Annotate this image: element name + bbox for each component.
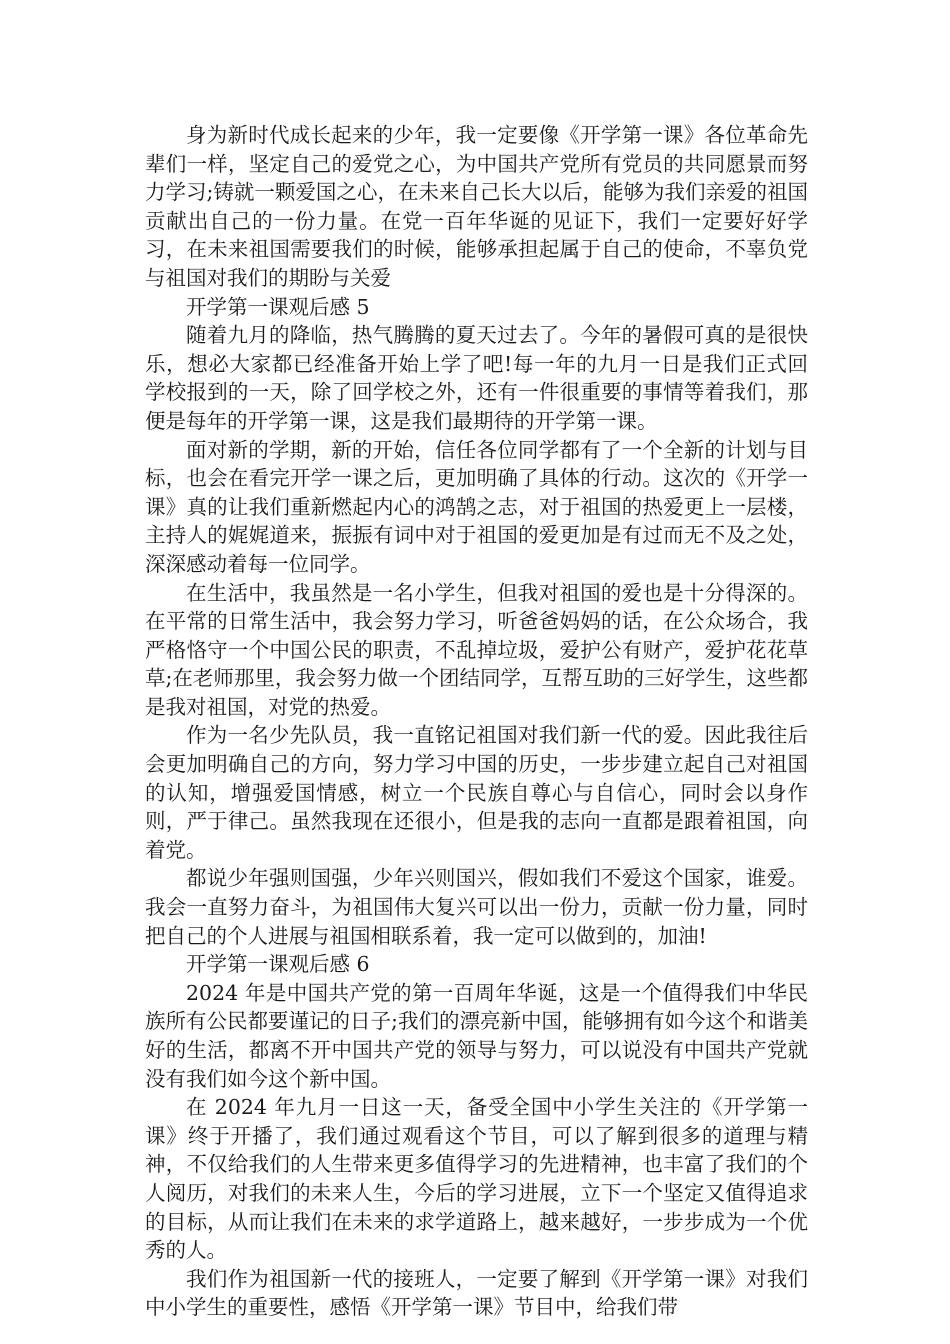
- section-heading-5: 开学第一课观后感 5: [186, 294, 370, 319]
- paragraph-7: 2024 年是中国共产党的第一百周年华诞，这是一个值得我们中华民族所有公民都要谨记的日子;我们的漂亮新中国，能够拥有如今这个和谐美好的生活，都离不开中国共产党的领导与努力，可以说没有中国共产党就没有我们如今这个新中国。: [145, 980, 808, 1091]
- section-heading-6: 开学第一课观后感 6: [186, 952, 370, 977]
- document-body: [145, 121, 808, 1322]
- paragraph-6: 都说少年强则国强，少年兴则国兴，假如我们不爱这个国家，谁爱。我会一直努力奋斗，为祖国伟大复兴可以出一份力，贡献一份力量，同时把自己的个人进展与祖国相联系着，我一定可以做到的，加油!: [145, 866, 808, 948]
- paragraph-5: 作为一名少先队员，我一直铭记祖国对我们新一代的爱。因此我往后会更加明确自己的方向，努力学习中国的历史，一步步建立起自己对祖国的认知，增强爱国情感，树立一个民族自尊心与自信心，同时会以身作则，严于律己。虽然我现在还很小，但是我的志向一直都是跟着祖国，向着党。: [145, 723, 808, 862]
- paragraph-9: 我们作为祖国新一代的接班人，一定要了解到《开学第一课》对我们中小学生的重要性，感悟《开学第一课》节目中，给我们带: [145, 1266, 808, 1320]
- paragraph-1: 身为新时代成长起来的少年，我一定要像《开学第一课》各位革命先辈们一样，坚定自己的爱党之心，为中国共产党所有党员的共同愿景而努力学习;铸就一颗爱国之心，在未来自己长大以后，能够为我们亲爱的祖国贡献出自己的一份力量。在党一百年华诞的见证下，我们一定要好好学习，在未来祖国需要我们的时候，能够承担起属于自己的使命，不辜负党与祖国对我们的期盼与关爱: [145, 123, 808, 290]
- paragraph-4: 在生活中，我虽然是一名小学生，但我对祖国的爱也是十分得深的。在平常的日常生活中，我会努力学习，听爸爸妈妈的话，在公众场合，我严格恪守一个中国公民的职责，不乱掉垃圾，爱护公有财产，爱护花花草草;在老师那里，我会努力做一个团结同学，互帮互助的三好学生，这些都是我对祖国，对党的热爱。: [145, 580, 808, 719]
- paragraph-8: 在 2024 年九月一日这一天，备受全国中小学生关注的《开学第一课》终于开播了，我们通过观看这个节目，可以了解到很多的道理与精神，不仅给我们的人生带来更多值得学习的先进精神，也丰富了我们的个人阅历，对我们的未来人生，今后的学习进展，立下一个坚定又值得追求的目标，从而让我们在未来的求学道路上，越来越好，一步步成为一个优秀的人。: [145, 1095, 808, 1263]
- paragraph-3: 面对新的学期，新的开始，信任各位同学都有了一个全新的计划与目标，也会在看完开学一课之后，更加明确了具体的行动。这次的《开学一课》真的让我们重新燃起内心的鸿鹄之志，对于祖国的热爱更上一层楼，主持人的娓娓道来，振振有词中对于祖国的爱更加是有过而无不及之处，深深感动着每一位同学。: [145, 437, 808, 576]
- paragraph-2: 随着九月的降临，热气腾腾的夏天过去了。今年的暑假可真的是很快乐，想必大家都已经准备开始上学了吧!每一年的九月一日是我们正式回学校报到的一天，除了回学校之外，还有一件很重要的事情等着我们，那便是每年的开学第一课，这是我们最期待的开学第一课。: [145, 323, 808, 433]
